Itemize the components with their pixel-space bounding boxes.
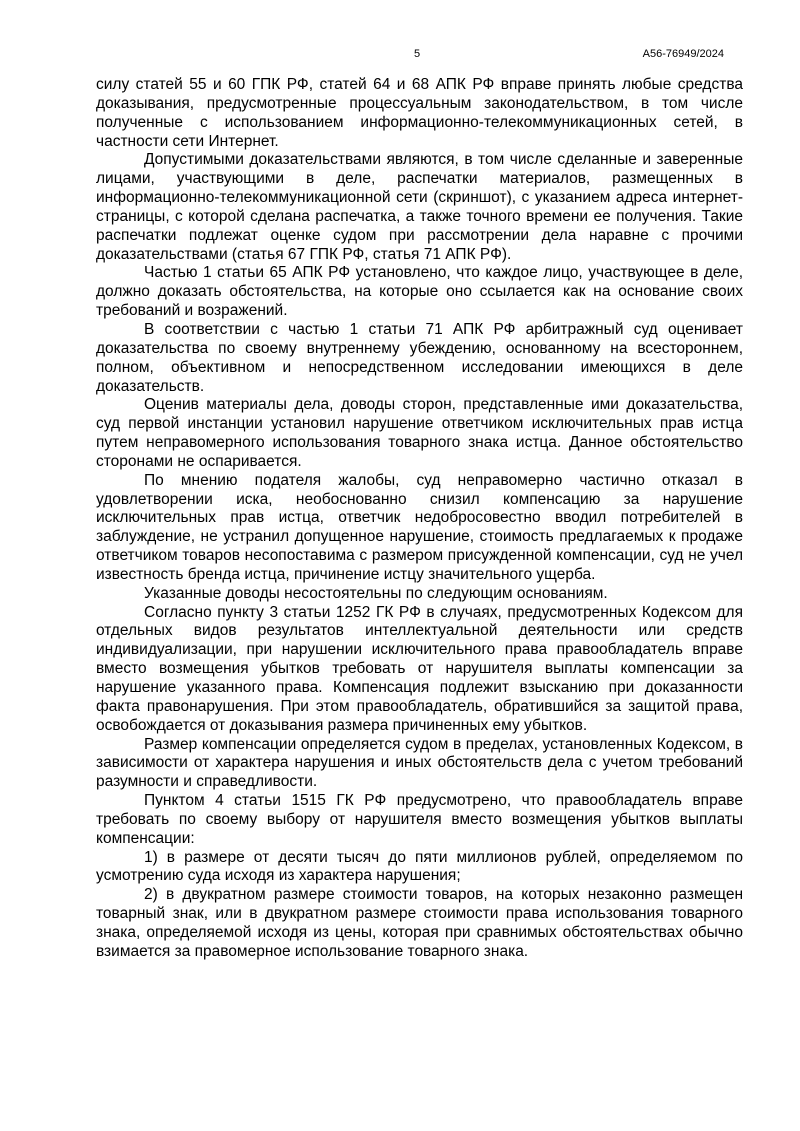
paragraph: Размер компенсации определяется судом в пределах, установленных Кодексом, в зависимости от характера нарушения и иных обстоятельств дела с учетом требований разумности и справедливости. — [96, 735, 743, 791]
list-item: 2) в двукратном размере стоимости товаров, на которых незаконно размещен товарный знак, или в двукратном размере стоимости права использования товарного знака, определяемой исходя из цены, которая при сравнимых обстоятельствах обычно взимается за правомерное использование товарного знака. — [96, 886, 743, 960]
paragraph-continuation: силу статей 55 и 60 ГПК РФ, статей 64 и 68 АПК РФ вправе принять любые средства доказывания, предусмотренные процессуальным законодательством, в том числе полученные с использованием информационно-телекоммуникационных сетей, в частности сети Интернет. — [96, 76, 743, 150]
paragraph: Согласно пункту 3 статьи 1252 ГК РФ в случаях, предусмотренных Кодексом для отдельных видов результатов интеллектуальной деятельности или средств индивидуализации, при нарушении исключительного права правообладатель вправе вместо возмещения убытков требовать от нарушителя выплаты компенсации за нарушение указанного права. Компенсация подлежит взысканию при доказанности факта правонарушения. При этом правообладатель, обратившийся за защитой права, освобождается от доказывания размера причиненных ему убытков. — [96, 603, 743, 734]
page-header — [0, 48, 800, 64]
paragraph: Оценив материалы дела, доводы сторон, представленные ими доказательства, суд первой инстанции установил нарушение ответчиком исключительных прав истца путем неправомерного использования товарного знака истца. Данное обстоятельство сторонами не оспаривается. — [96, 396, 743, 470]
document-body — [96, 76, 743, 962]
paragraph: Частью 1 статьи 65 АПК РФ установлено, что каждое лицо, участвующее в деле, должно доказать обстоятельства, на которые оно ссылается как на основание своих требований и возражений. — [96, 264, 743, 320]
paragraph: Допустимыми доказательствами являются, в том числе сделанные и заверенные лицами, участвующими в деле, распечатки материалов, размещенных в информационно-телекоммуникационной сети (скриншот), с указанием адреса интернет-страницы, с которой сделана распечатка, а также точного времени ее получения. Такие распечатки подлежат оценке судом при рассмотрении дела наравне с прочими доказательствами (статья 67 ГПК РФ, статья 71 АПК РФ). — [96, 151, 743, 263]
paragraph: Пунктом 4 статьи 1515 ГК РФ предусмотрено, что правообладатель вправе требовать по своему выбору от нарушителя вместо возмещения убытков выплаты компенсации: — [96, 792, 743, 847]
case-number: А56-76949/2024 — [642, 48, 724, 60]
page-number: 5 — [414, 48, 421, 60]
list-item: 1) в размере от десяти тысяч до пяти миллионов рублей, определяемом по усмотрению суда исходя из характера нарушения; — [96, 848, 743, 885]
paragraph: Указанные доводы несостоятельны по следующим основаниям. — [144, 584, 608, 602]
paragraph: В соответствии с частью 1 статьи 71 АПК РФ арбитражный суд оценивает доказательства по своему внутреннему убеждению, основанному на всестороннем, полном, объективном и непосредственном исследовании имеющихся в деле доказательств. — [96, 320, 743, 395]
paragraph: По мнению подателя жалобы, суд неправомерно частично отказал в удовлетворении иска, необоснованно снизил компенсацию за нарушение исключительных прав истца, ответчик недобросовестно вводил потребителей в заблуждение, не устранил допущенное нарушение, стоимость предлагаемых к продаже ответчиком товаров несопоставима с размером присужденной компенсации, суд не учел известность бренда истца, причинение истцу значительного ущерба. — [96, 471, 743, 583]
